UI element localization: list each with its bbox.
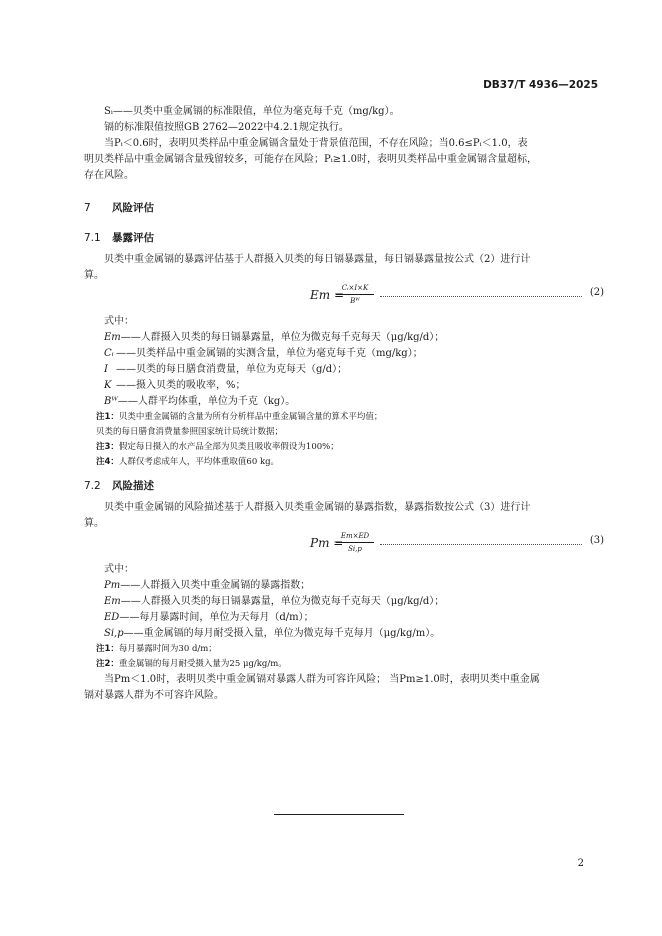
exposure-intro-line-1: 贝类中重金属镉的暴露评估基于人群摄入贝类的每日镉暴露量，每日镉暴露量按公式（2）进行计	[104, 254, 531, 265]
def-row	[84, 330, 604, 346]
note-row	[84, 440, 604, 455]
def-symbol: Cᵢ	[104, 348, 114, 359]
page-number: 2	[577, 858, 584, 869]
formula-3	[84, 532, 604, 558]
section-7-2-heading	[84, 478, 604, 494]
def-text: ——人群摄入贝类的每日镉暴露量，单位为微克每千克每天（μg/kg/d）；	[120, 332, 445, 343]
section-7-title: 风险评估	[112, 202, 154, 214]
formula-3-numerator: Em×ED	[340, 532, 370, 540]
def-symbol: Em	[104, 332, 121, 343]
def-row	[84, 626, 604, 642]
def-symbol: Bᵂ	[104, 396, 118, 407]
fraction-bar	[336, 542, 374, 543]
formula-2-lhs: Em =	[310, 288, 345, 302]
note-row	[84, 455, 604, 470]
def-row	[84, 594, 604, 610]
note-text: 人群仅考虑成年人，平均体重取值60 kg。	[118, 457, 280, 467]
note-row	[84, 657, 604, 672]
fraction-bar	[336, 294, 374, 295]
section-7-heading	[84, 200, 604, 216]
note-label: 注1：	[96, 644, 119, 654]
def-row	[84, 578, 604, 594]
standard-code: DB37/T 4936—2025	[483, 79, 598, 91]
conclusion-line-1: 当Pm＜1.0时，表明贝类中重金属镉对暴露人群为可容许风险； 当Pm≥1.0时，表明贝类中重金属	[104, 674, 540, 685]
note-text: 贝类中重金属镉的含量为所有分析样品中重金属镉含量的算术平均值；	[118, 412, 383, 422]
def-symbol: Em	[104, 596, 121, 607]
def-text: ——贝类的每日膳食消费量，单位为克每天（g/d）；	[116, 364, 348, 375]
def-symbol: ED	[104, 612, 120, 623]
note-label: 注1：	[96, 412, 119, 422]
section-7-number: 7	[84, 202, 91, 214]
def-row	[84, 346, 604, 362]
leader-dots	[380, 544, 582, 545]
page-content	[84, 104, 604, 704]
def-text: ——贝类样品中重金属镉的实测含量，单位为毫克每千克（mg/kg）；	[116, 348, 423, 359]
note-text: 重金属镉的每月耐受摄入量为25 μg/kg/m。	[118, 659, 287, 669]
def-text: ——重金属镉的每月耐受摄入量，单位为微克每千克每月（μg/kg/m）。	[123, 628, 441, 639]
formula-3-fraction	[334, 531, 376, 554]
def-symbol: Pm	[104, 580, 121, 591]
leader-dots	[380, 296, 582, 297]
formula-3-label: (3)	[589, 535, 604, 546]
where-label: 式中：	[104, 564, 134, 575]
def-row	[84, 362, 604, 378]
conclusion-line-2: 镉对暴露人群为不可容许风险。	[84, 690, 224, 701]
section-7-1-title: 暴露评估	[112, 232, 154, 244]
def-symbol: Si,p	[104, 628, 124, 639]
risk-intro-line-1: 贝类中重金属镉的风险描述基于人群摄入贝类重金属镉的暴露指数，暴露指数按公式（3）进行计	[104, 502, 531, 513]
def-text: ——人群摄入贝类中重金属镉的暴露指数；	[120, 580, 311, 591]
def-text: ——摄入贝类的吸收率，%；	[116, 380, 246, 391]
formula-2	[84, 284, 604, 310]
def-symbol: K	[104, 380, 112, 391]
risk-para-line-2: 明贝类样品中重金属镉含量残留较多，可能存在风险；Pᵢ≥1.0时，表明贝类样品中重金属镉含量超标，	[84, 154, 538, 165]
si-definition: Sᵢ——贝类中重金属镉的标准限值，单位为毫克每千克（mg/kg）。	[104, 106, 400, 117]
note-label: 注3：	[96, 442, 119, 452]
def-text: ——人群平均体重，单位为千克（kg）。	[117, 396, 296, 407]
risk-intro-line-2: 算。	[84, 518, 104, 529]
def-text: ——每月暴露时间，单位为天每月（d/m）；	[119, 612, 314, 623]
def-row	[84, 610, 604, 626]
formula-3-lhs: Pm =	[310, 536, 344, 550]
note-row	[84, 410, 604, 425]
exposure-intro-line-2: 算。	[84, 270, 104, 281]
note-text: 假定每日摄入的水产品全部为贝类且吸收率假设为100%；	[118, 442, 339, 452]
note-text: 每月暴露时间为30 d/m；	[118, 644, 217, 654]
risk-para-line-3: 存在风险。	[84, 170, 134, 181]
note-row	[84, 425, 604, 440]
formula-2-label: (2)	[589, 287, 604, 298]
risk-para-line-1: 当Pᵢ＜0.6时，表明贝类样品中重金属镉含量处于背景值范围，不存在风险；当0.6≤Pᵢ＜1.0，表	[104, 138, 528, 149]
end-rule	[274, 814, 404, 815]
note-label: 注4：	[96, 457, 119, 467]
note-row	[84, 642, 604, 657]
section-7-1-heading	[84, 230, 604, 246]
def-row	[84, 394, 604, 410]
section-7-1-number: 7.1	[84, 232, 101, 244]
where-label: 式中：	[104, 316, 134, 327]
limit-note: 镉的标准限值按照GB 2762—2022中4.2.1规定执行。	[104, 122, 349, 133]
note-label: 注2：	[96, 659, 119, 669]
section-7-2-title: 风险描述	[112, 480, 154, 492]
formula-2-denominator: Bᵂ	[350, 297, 360, 305]
formula-2-fraction	[334, 283, 376, 306]
section-7-2-number: 7.2	[84, 480, 101, 492]
note-text: 贝类的每日膳食消费量参照国家统计局统计数据；	[96, 427, 284, 437]
def-symbol: I	[104, 364, 108, 375]
def-text: ——人群摄入贝类的每日镉暴露量，单位为微克每千克每天（μg/kg/d）；	[120, 596, 445, 607]
formula-3-denominator: Si,p	[348, 545, 362, 553]
def-row	[84, 378, 604, 394]
formula-2-numerator: Cᵢ×I×K	[341, 284, 369, 292]
